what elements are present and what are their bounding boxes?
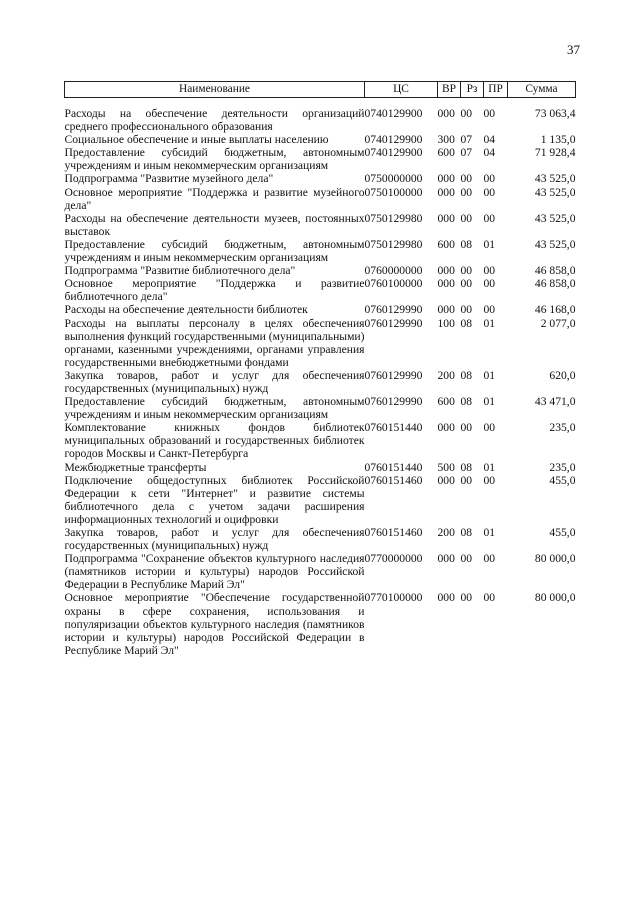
cell-sum: 43 525,0: [534, 185, 576, 199]
cell-cs: 0760151440: [364, 460, 423, 474]
cell-name: Межбюджетные трансферты: [64, 460, 207, 474]
table-row: [65, 474, 576, 526]
cell-cs: 0760129990: [364, 316, 423, 330]
table-row: [65, 107, 576, 133]
cell-vr: 000: [437, 211, 455, 225]
cell-vr: 000: [437, 264, 455, 278]
cell-cs: 0760151440: [364, 421, 423, 435]
cell-name: Подпрограмма "Развитие библиотечного дела": [64, 264, 296, 278]
cell-cs: 0750129980: [364, 237, 423, 251]
cell-pr: 04: [483, 133, 496, 147]
cell-cs: 0760000000: [364, 264, 423, 278]
cell-cs: 0750129980: [364, 211, 423, 225]
cell-name: Подпрограмма "Развитие музейного дела": [64, 172, 274, 186]
cell-rz: 08: [460, 368, 473, 382]
cell-vr: 000: [437, 303, 455, 317]
table-row: [65, 264, 576, 277]
table-row: [65, 133, 576, 146]
cell-sum: 43 525,0: [534, 172, 576, 186]
cell-sum: 235,0: [549, 460, 576, 474]
cell-pr: 01: [483, 237, 496, 251]
table-row: [65, 172, 576, 185]
table-header-row: [65, 82, 576, 98]
cell-rz: 00: [460, 277, 473, 291]
cell-pr: 00: [483, 264, 496, 278]
cell-rz: 08: [460, 316, 473, 330]
cell-cs: 0760129990: [364, 395, 423, 409]
cell-rz: 00: [460, 421, 473, 435]
cell-name: Подпрограмма "Сохранение объектов культурного наследия (памятников истории и культуры) народов Российской Федерации в Республике Марий Эл": [64, 552, 365, 592]
header-name: Наименование: [65, 82, 365, 98]
cell-pr: 00: [483, 421, 496, 435]
cell-pr: 00: [483, 303, 496, 317]
cell-name: Подключение общедоступных библиотек Российской Федерации к сети "Интернет" и развитие системы библиотечного дела с учетом задачи расширения информационных технологий и оцифровки: [64, 473, 365, 526]
cell-cs: 0740129900: [364, 133, 423, 147]
table-body: [65, 98, 576, 657]
cell-name: Предоставление субсидий бюджетным, автономным учреждениям и иным некоммерческим организациям: [64, 237, 365, 265]
cell-rz: 08: [460, 460, 473, 474]
cell-vr: 600: [437, 146, 455, 160]
cell-sum: 80 000,0: [534, 591, 576, 605]
cell-sum: 455,0: [549, 526, 576, 539]
cell-rz: 08: [460, 237, 473, 251]
cell-pr: 00: [483, 591, 496, 605]
cell-name: Расходы на выплаты персоналу в целях обеспечения выполнения функций государственными (муниципальными) органами, казенными учреждениями, органами управления государственными внебюджетными фондами: [64, 316, 365, 369]
cell-pr: 00: [483, 185, 496, 199]
cell-rz: 00: [460, 107, 473, 120]
table-row: [65, 461, 576, 474]
cell-pr: 00: [483, 277, 496, 291]
table-row: [65, 238, 576, 264]
cell-rz: 00: [460, 185, 473, 199]
cell-cs: 0750000000: [364, 172, 423, 186]
cell-pr: 01: [483, 460, 496, 474]
cell-sum: 1 135,0: [540, 133, 576, 147]
page-number: 37: [567, 42, 580, 57]
cell-vr: 300: [437, 133, 455, 147]
cell-cs: 0760151460: [364, 473, 423, 487]
cell-name: Расходы на обеспечение деятельности организаций среднего профессионального образования: [64, 107, 365, 134]
budget-table: [64, 81, 576, 657]
cell-pr: 01: [483, 368, 496, 382]
spacer-cell: [65, 98, 576, 108]
cell-cs: 0770100000: [364, 591, 423, 605]
cell-vr: 200: [437, 368, 455, 382]
table-row: [65, 591, 576, 656]
cell-name: Комплектование книжных фондов библиотек муниципальных образований и государственных библиотек городов Москвы и Санкт-Петербурга: [64, 421, 365, 461]
cell-rz: 00: [460, 172, 473, 186]
table-row: [65, 186, 576, 212]
cell-pr: 01: [483, 316, 496, 330]
cell-sum: 455,0: [549, 473, 576, 487]
cell-vr: 000: [437, 552, 455, 566]
header-rz: Рз: [461, 82, 484, 98]
cell-sum: 46 168,0: [534, 303, 576, 317]
cell-vr: 000: [437, 473, 455, 487]
cell-cs: 0760151460: [364, 526, 423, 539]
header-sum: Сумма: [508, 82, 576, 98]
cell-vr: 000: [437, 172, 455, 186]
cell-cs: 0760100000: [364, 277, 423, 291]
cell-vr: 000: [437, 185, 455, 199]
cell-cs: 0760129990: [364, 368, 423, 382]
cell-vr: 600: [437, 395, 455, 409]
cell-pr: 00: [483, 552, 496, 566]
table-row: [65, 369, 576, 395]
table-spacer: [65, 98, 576, 108]
cell-vr: 100: [437, 316, 455, 330]
table-row: [65, 552, 576, 591]
cell-pr: 01: [483, 395, 496, 409]
cell-vr: 000: [437, 277, 455, 291]
cell-name: Социальное обеспечение и иные выплаты населению: [64, 133, 329, 147]
cell-rz: 00: [460, 211, 473, 225]
cell-cs: 0770000000: [364, 552, 423, 566]
table-row: [65, 303, 576, 316]
cell-sum: 235,0: [549, 421, 576, 435]
cell-rz: 00: [460, 303, 473, 317]
cell-vr: 200: [437, 526, 455, 539]
cell-sum: 46 858,0: [534, 277, 576, 291]
cell-cs: 0740129900: [364, 146, 423, 160]
cell-name: Основное мероприятие "Обеспечение государственной охраны в сфере сохранения, использования и популяризации объектов культурного наследия (памятников истории и культуры) народов Российской Федерации в Республике Марий Эл": [64, 591, 365, 657]
cell-sum: 73 063,4: [534, 107, 576, 120]
table-row: [65, 277, 576, 303]
cell-rz: 08: [460, 395, 473, 409]
cell-cs: 0750100000: [364, 185, 423, 199]
table-row: [65, 395, 576, 421]
header-pr: ПР: [484, 82, 508, 98]
cell-pr: 00: [483, 172, 496, 186]
cell-sum: 43 525,0: [534, 237, 576, 251]
cell-name: Закупка товаров, работ и услуг для обеспечения государственных (муниципальных) нужд: [64, 368, 365, 395]
cell-name: Расходы на обеспечение деятельности музеев, постоянных выставок: [64, 211, 365, 238]
cell-sum: 46 858,0: [534, 264, 576, 278]
cell-name: Предоставление субсидий бюджетным, автономным учреждениям и иным некоммерческим организациям: [64, 146, 365, 173]
cell-name: Основное мероприятие "Поддержка и развитие музейного дела": [64, 185, 365, 212]
table-row: [65, 146, 576, 172]
cell-sum: 620,0: [549, 368, 576, 382]
table-row: [65, 317, 576, 369]
cell-sum: 43 525,0: [534, 211, 576, 225]
cell-rz: 00: [460, 552, 473, 566]
cell-cs: 0760129990: [364, 303, 423, 317]
cell-vr: 600: [437, 237, 455, 251]
cell-name: Расходы на обеспечение деятельности библиотек: [64, 303, 308, 317]
cell-sum: 71 928,4: [534, 146, 576, 160]
cell-cs: 0740129900: [364, 107, 423, 120]
cell-rz: 00: [460, 473, 473, 487]
cell-vr: 000: [437, 107, 455, 120]
table-row: [65, 526, 576, 552]
cell-pr: 04: [483, 146, 496, 160]
header-vr: ВР: [438, 82, 461, 98]
cell-vr: 000: [437, 421, 455, 435]
cell-sum: 2 077,0: [540, 316, 576, 330]
cell-sum: 80 000,0: [534, 552, 576, 566]
cell-vr: 500: [437, 460, 455, 474]
cell-pr: 00: [483, 211, 496, 225]
cell-name: Предоставление субсидий бюджетным, автономным учреждениям и иным некоммерческим организациям: [64, 395, 365, 422]
cell-name: Закупка товаров, работ и услуг для обеспечения государственных (муниципальных) нужд: [64, 526, 365, 553]
cell-pr: 01: [483, 526, 496, 539]
cell-sum: 43 471,0: [534, 395, 576, 409]
cell-rz: 00: [460, 264, 473, 278]
cell-rz: 07: [460, 146, 473, 160]
cell-pr: 00: [483, 107, 496, 120]
cell-rz: 00: [460, 591, 473, 605]
cell-name: Основное мероприятие "Поддержка и развитие библиотечного дела": [64, 277, 365, 304]
cell-rz: 07: [460, 133, 473, 147]
cell-vr: 000: [437, 591, 455, 605]
cell-pr: 00: [483, 473, 496, 487]
table-row: [65, 212, 576, 238]
cell-rz: 08: [460, 526, 473, 539]
table-row: [65, 421, 576, 460]
header-cs: ЦС: [365, 82, 438, 98]
